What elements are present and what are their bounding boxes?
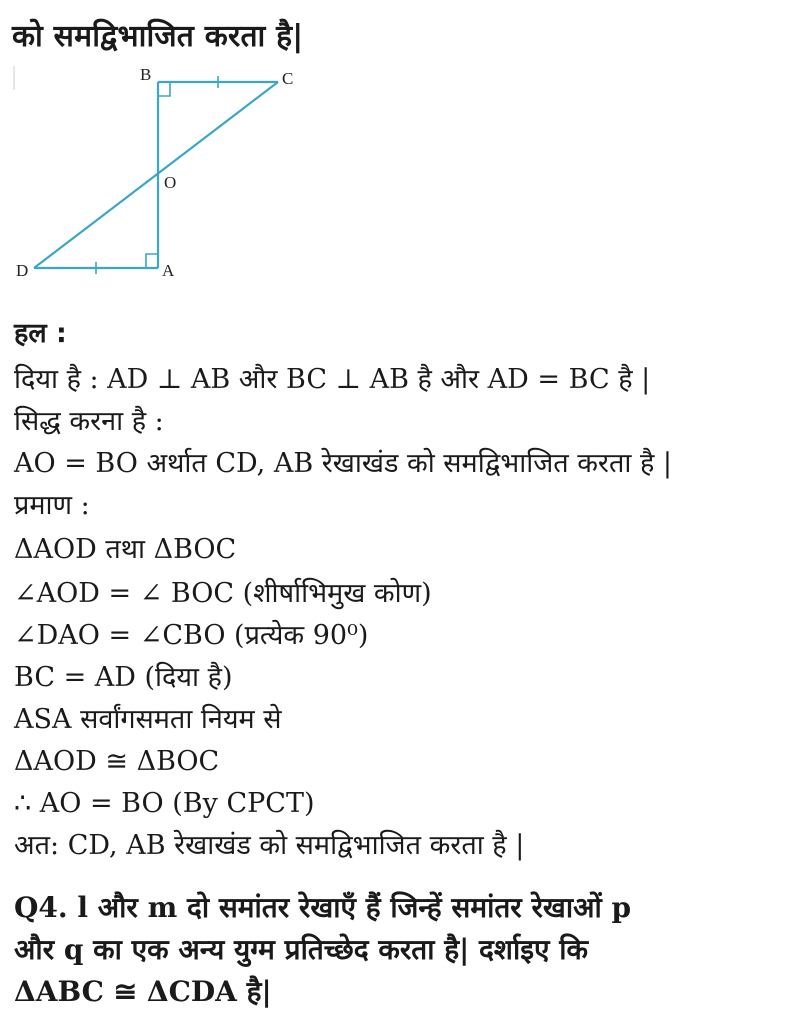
geometry-figure (0, 60, 320, 290)
label-o: O (164, 173, 177, 192)
label-a: A (162, 261, 175, 280)
to-prove-label: सिद्ध करना है : (14, 406, 164, 437)
proof-step-2: ∠AOD = ∠ BOC (शीर्षाभिमुख कोण) (14, 578, 432, 609)
question-line-1: Q4. l और m दो समांतर रेखाएँ हैं जिन्हें समांतर रेखाओं p (14, 891, 632, 924)
label-c: C (282, 69, 294, 88)
continued-question-text: को समद्विभाजित करता है| (12, 19, 304, 54)
to-prove-line: AO = BO अर्थात CD, AB रेखाखंड को समद्विभाजित करता है | (14, 448, 672, 479)
label-b: B (140, 65, 152, 84)
right-angle-a (146, 254, 158, 268)
right-angle-b (158, 82, 170, 96)
label-d: D (16, 261, 29, 280)
proof-step-3: ∠DAO = ∠CBO (प्रत्येक 90⁰) (14, 620, 369, 651)
proof-step-7: ∴ AO = BO (By CPCT) (14, 788, 315, 819)
proof-label: प्रमाण : (14, 490, 90, 521)
question-line-2: और q का एक अन्य युग्म प्रतिच्छेद करता है| दर्शाइए कि (14, 933, 588, 966)
proof-step-5: ASA सर्वांगसमता नियम से (14, 704, 282, 735)
proof-step-6: ΔAOD ≅ ΔBOC (14, 746, 220, 777)
given-line: दिया है : AD ⊥ AB और BC ⊥ AB है और AD = BC है | (14, 364, 651, 395)
segment-dc (34, 82, 278, 268)
proof-step-1: ΔAOD तथा ΔBOC (14, 534, 237, 565)
proof-step-4: BC = AD (दिया है) (14, 662, 233, 693)
question-line-3: ΔABC ≅ ΔCDA है| (14, 975, 272, 1008)
solution-title: हल : (14, 318, 67, 349)
conclusion-line: अत: CD, AB रेखाखंड को समद्विभाजित करता है | (14, 830, 525, 861)
